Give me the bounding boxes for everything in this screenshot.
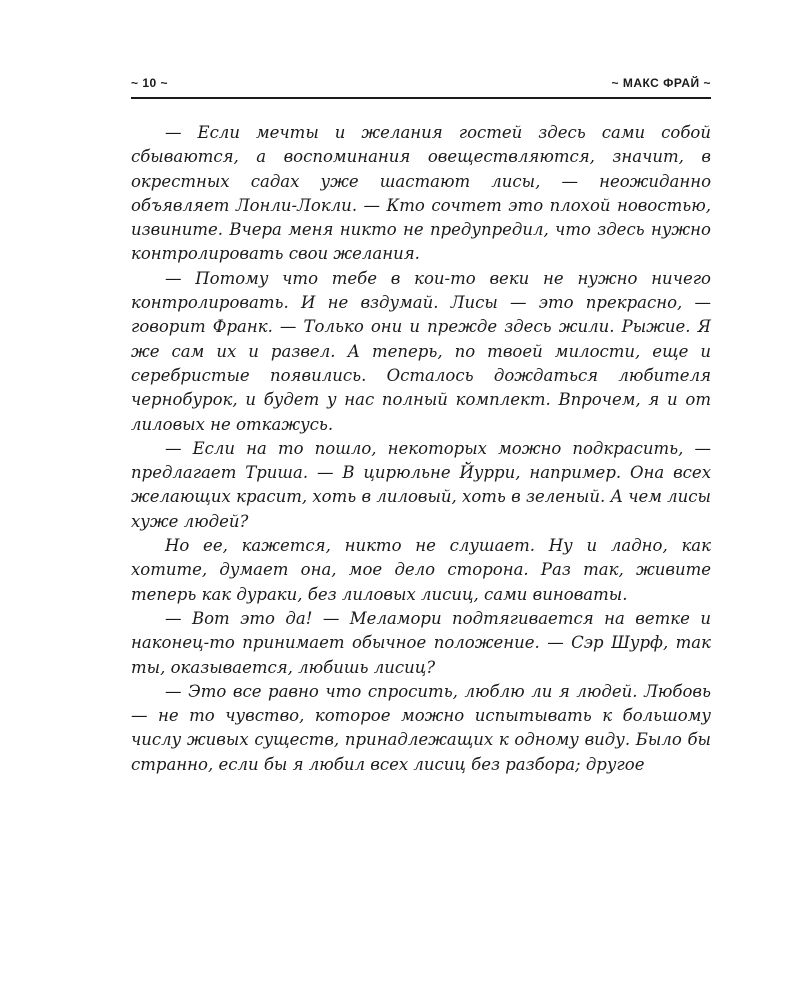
paragraph: Но ее, кажется, никто не слушает. Ну и ладно, как хотите, думает она, мое дело сторона. Раз так, живите теперь как дураки, без лиловых лисиц, сами виноваты. <box>131 536 711 604</box>
author-name: ~ МАКС ФРАЙ ~ <box>611 76 711 90</box>
paragraph: — Если мечты и желания гостей здесь сами собой сбываются, а воспоминания овеществляются, значит, в окрестных садах уже шастают лисы, — неожиданно объявляет Лонли-Локли. — Кто сочтет это плохой новостью, извините. Вчера меня никто не предупредил, что здесь нужно контролировать свои желания. <box>131 123 711 264</box>
page-number: ~ 10 ~ <box>131 76 169 90</box>
body-text <box>131 121 711 777</box>
paragraph: — Потому что тебе в кои-то веки не нужно ничего контролировать. И не вздумай. Лисы — это прекрасно, — говорит Франк. — Только они и прежде здесь жили. Рыжие. Я же сам их и развел. А теперь, по твоей милости, еще и серебристые появились. Осталось дождаться любителя чернобурок, и будет у нас полный комплект. Впрочем, я и от лиловых не откажусь. <box>131 268 711 434</box>
running-head <box>131 76 711 98</box>
paragraph: — Вот это да! — Меламори подтягивается на ветке и наконец-то принимает обычное положение. — Сэр Шурф, так ты, оказывается, любишь лисиц? <box>131 608 711 677</box>
paragraph: — Это все равно что спросить, люблю ли я людей. Любовь — не то чувство, которое можно испытывать к большому числу живых существ, принадлежащих к одному виду. Было бы странно, если бы я любил всех лисиц без разбора; другое <box>131 681 711 774</box>
paragraph: — Если на то пошло, некоторых можно подкрасить, — предлагает Триша. — В цирюльне Йурри, например. Она всех желающих красит, хоть в лиловый, хоть в зеленый. А чем лисы хуже людей? <box>131 438 711 531</box>
header-rule <box>131 97 711 99</box>
